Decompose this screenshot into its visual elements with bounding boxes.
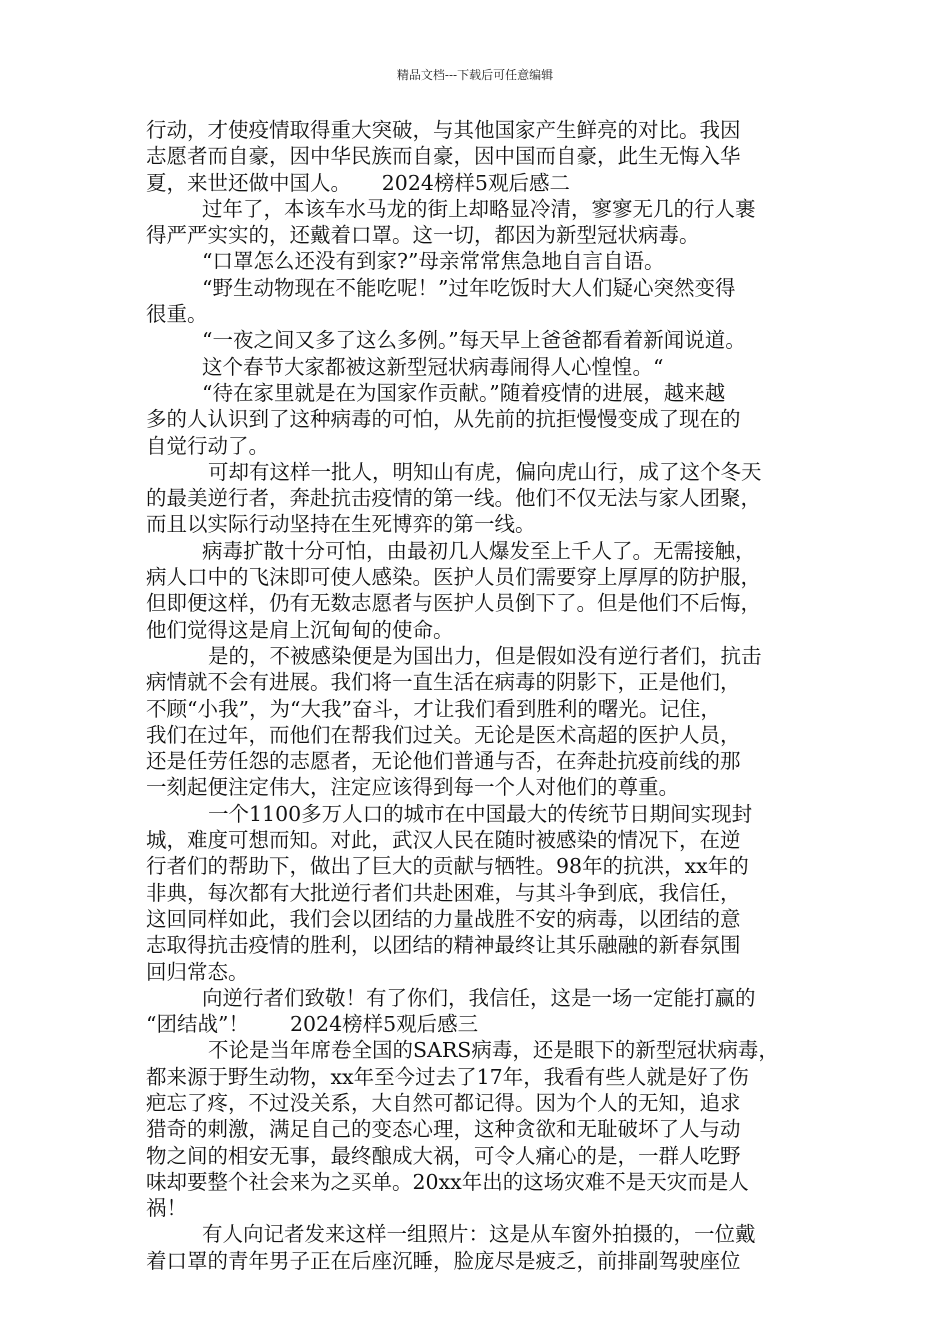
text-line: 很重。	[146, 302, 208, 327]
text-line: 病人口中的飞沫即可使人感染。医护人员们需要穿上厚厚的防护服，	[146, 565, 761, 590]
text-line: 过年了，本该车水马龙的街上却略显冷清，寥寥无几的行人裹	[202, 196, 756, 221]
document-body	[146, 117, 814, 1274]
text-line: 不论是当年席卷全国的SARS病毒，还是眼下的新型冠状病毒，	[208, 1038, 779, 1063]
text-line: 得严严实实的，还戴着口罩。这一切，都因为新型冠状病毒。	[146, 223, 700, 248]
text-line: 城，难度可想而知。对此，武汉人民在随时被感染的情况下，在逆	[146, 828, 741, 853]
text-line: 但即便这样，仍有无数志愿者与医护人员倒下了。但是他们不后悔，	[146, 591, 761, 616]
text-line: 一刻起便注定伟大，注定应该得到每一个人对他们的尊重。	[146, 775, 679, 800]
text-line: “一夜之间又多了这么多例。”每天早上爸爸都看着新闻说道。	[202, 328, 746, 353]
text-line: 病情就不会有进展。我们将一直生活在病毒的阴影下，正是他们，	[146, 670, 741, 695]
text-line: 我们在过年，而他们在帮我们过关。无论是医术高超的医护人员，	[146, 722, 741, 747]
text-line: 非典，每次都有大批逆行者们共赴困难，与其斗争到底，我信任，	[146, 880, 741, 905]
text-line: 病毒扩散十分可怕，由最初几人爆发至上千人了。无需接触，	[202, 538, 756, 563]
text-line: 着口罩的青年男子正在后座沉睡，脸庞尽是疲乏，前排副驾驶座位	[146, 1248, 741, 1273]
page-header: 精品文档---下载后可任意编辑	[396, 68, 554, 82]
text-line: 志取得抗击疫情的胜利，以团结的精神最终让其乐融融的新春氛围	[146, 933, 741, 958]
text-line: 味却要整个社会来为之买单。20xx年出的这场灾难不是天灾而是人	[146, 1169, 749, 1194]
text-line: 他们觉得这是肩上沉甸甸的使命。	[146, 617, 454, 642]
text-line: 而且以实际行动坚持在生死博弈的第一线。	[146, 512, 536, 537]
text-line: 疤忘了疼，不过没关系，大自然可都记得。因为个人的无知，追求	[146, 1090, 741, 1115]
text-line: 是的，不被感染便是为国出力，但是假如没有逆行者们，抗击	[208, 643, 762, 668]
text-line: 回归常态。	[146, 959, 249, 984]
text-line: 猎奇的刺激，满足自己的变态心理，这种贪欲和无耻破坏了人与动	[146, 1117, 741, 1142]
text-line: 都来源于野生动物，xx年至今过去了17年，我看有些人就是好了伤	[146, 1064, 749, 1089]
text-line: 祸！	[146, 1196, 187, 1221]
text-line: 这个春节大家都被这新型冠状病毒闹得人心惶惶。“	[202, 354, 664, 379]
text-line: 有人向记者发来这样一组照片：这是从车窗外拍摄的，一位戴	[202, 1222, 756, 1247]
text-line: 行动，才使疫情取得重大突破，与其他国家产生鲜亮的对比。我因	[146, 118, 741, 142]
text-line: 物之间的相安无事，最终酿成大祸，可令人痛心的是，一群人吃野	[146, 1143, 741, 1168]
text-line: “团结战”！ 2024榜样5观后感三	[146, 1012, 479, 1037]
text-line: 还是任劳任怨的志愿者，无论他们普通与否，在奔赴抗疫前线的那	[146, 749, 741, 774]
text-line: 向逆行者们致敬！有了你们，我信任，这是一场一定能打赢的	[202, 985, 756, 1010]
text-line: 自觉行动了。	[146, 433, 269, 458]
text-line: “野生动物现在不能吃呢！”过年吃饭时大人们疑心突然变得	[202, 275, 736, 300]
text-line: 行者们的帮助下，做出了巨大的贡献与牺牲。98年的抗洪，xx年的	[146, 854, 749, 879]
text-line: 这回同样如此，我们会以团结的力量战胜不安的病毒，以团结的意	[146, 906, 741, 931]
text-line: 不顾“小我”，为“大我”奋斗，才让我们看到胜利的曙光。记住，	[146, 696, 721, 721]
text-line: 夏，来世还做中国人。 2024榜样5观后感二	[146, 170, 570, 195]
text-line: 多的人认识到了这种病毒的可怕，从先前的抗拒慢慢变成了现在的	[146, 407, 741, 432]
text-line: “口罩怎么还没有到家?”母亲常常焦急地自言自语。	[202, 249, 665, 274]
text-line: “待在家里就是在为国家作贡献。”随着疫情的进展，越来越	[202, 380, 726, 405]
text-line: 可却有这样一批人，明知山有虎，偏向虎山行，成了这个冬天	[208, 459, 762, 484]
text-line: 一个1100多万人口的城市在中国最大的传统节日期间实现封	[208, 801, 753, 826]
text-line: 志愿者而自豪，因中华民族而自豪，因中国而自豪，此生无悔入华	[146, 144, 741, 169]
text-line: 的最美逆行者，奔赴抗击疫情的第一线。他们不仅无法与家人团聚，	[146, 486, 761, 511]
